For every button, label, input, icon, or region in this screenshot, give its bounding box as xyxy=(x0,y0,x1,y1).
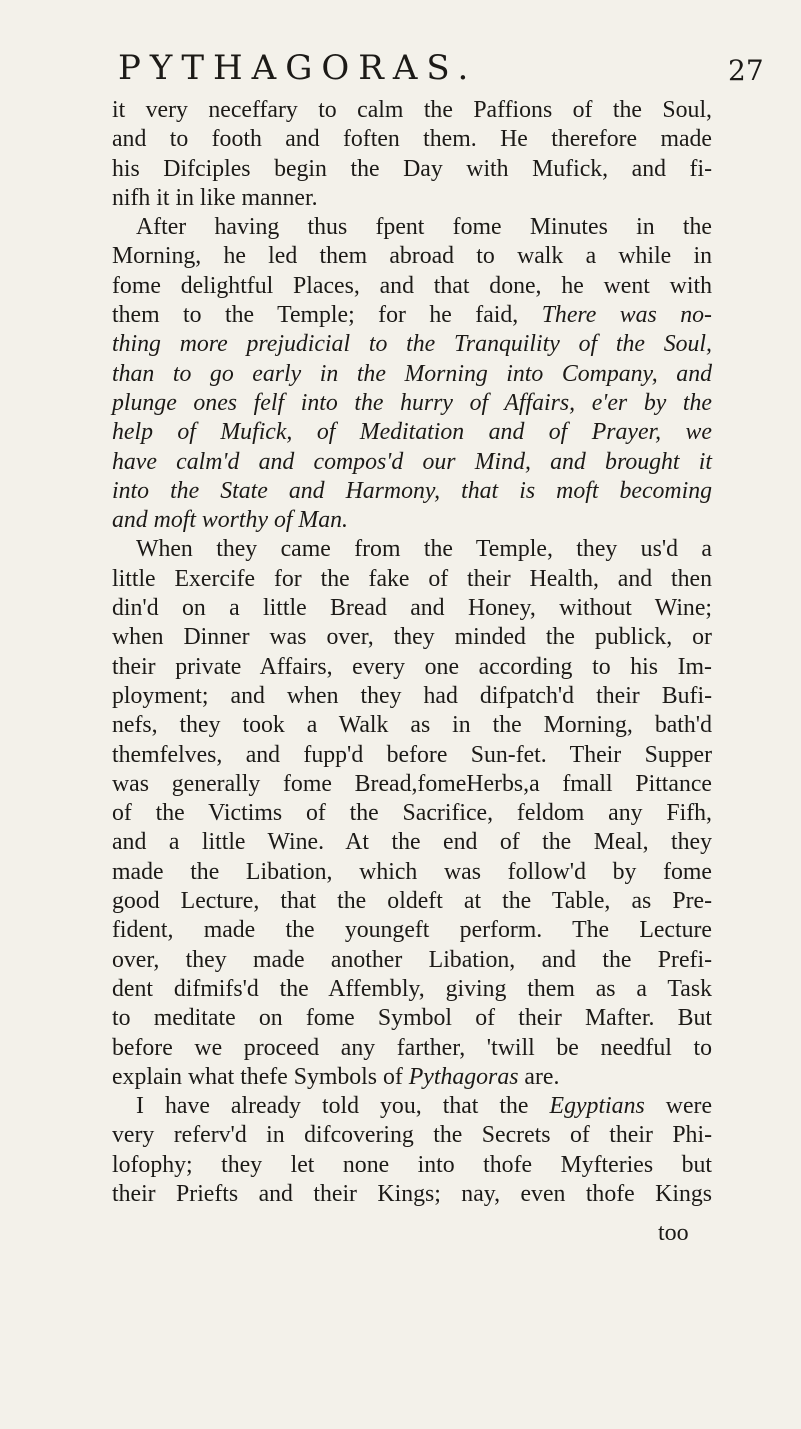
text-line: ployment; and when they had difpatch'd their Bufi- xyxy=(112,682,712,709)
text-line: their private Affairs, every one according to his Im- xyxy=(112,653,712,680)
page-number: 27 xyxy=(728,54,764,87)
text-line: din'd on a little Bread and Honey, without Wine; xyxy=(112,595,712,622)
text-line: fome delightful Places, and that done, he went with xyxy=(112,272,712,299)
text-line: to meditate on fome Symbol of their Mafter. But xyxy=(112,1005,712,1032)
text-line: made the Libation, which was follow'd by fome xyxy=(112,858,712,885)
italic-phrase: Pythagoras xyxy=(408,1063,519,1090)
text-fragment: I have already told you, that the xyxy=(136,1093,550,1120)
body-text xyxy=(112,96,712,1209)
text-fragment: were xyxy=(644,1093,713,1120)
text-fragment: explain what thefe Symbols of xyxy=(112,1063,409,1090)
italic-line: thing more prejudicial to the Tranquility of the Soul, xyxy=(112,331,712,358)
text-line: little Exercife for the fake of their Health, and then xyxy=(112,565,712,592)
italic-line: into the State and Harmony, that is moft becoming xyxy=(112,477,712,504)
italic-phrase: Egyptians xyxy=(549,1093,645,1120)
text-line-mixed xyxy=(112,1063,712,1092)
text-line: before we proceed any farther, 'twill be needful to xyxy=(112,1034,712,1061)
catchword: too xyxy=(658,1220,689,1246)
text-fragment: are. xyxy=(518,1063,560,1090)
text-line: and a little Wine. At the end of the Meal, they xyxy=(112,829,712,856)
text-line: After having thus fpent fome Minutes in the xyxy=(136,214,712,241)
text-line: was generally fome Bread,fomeHerbs,a fmall Pittance xyxy=(112,770,712,797)
text-line: nefs, they took a Walk as in the Morning, bath'd xyxy=(112,712,712,739)
text-fragment: them to the Temple; for he faid, xyxy=(112,302,542,329)
text-line: of the Victims of the Sacrifice, feldom any Fifh, xyxy=(112,800,712,827)
text-line: and to footh and foften them. He therefore made xyxy=(112,126,712,153)
text-line: when Dinner was over, they minded the publick, or xyxy=(112,624,712,651)
text-line: their Priefts and their Kings; nay, even thofe Kings xyxy=(112,1180,712,1207)
text-line: his Difciples begin the Day with Mufick, and fi- xyxy=(112,155,712,182)
text-line-mixed xyxy=(112,1092,712,1121)
text-line: over, they made another Libation, and the Prefi- xyxy=(112,946,712,973)
text-line: nifh it in like manner. xyxy=(112,184,318,211)
italic-line: than to go early in the Morning into Company, and xyxy=(112,360,712,387)
italic-line: help of Mufick, of Meditation and of Prayer, we xyxy=(112,419,712,446)
italic-phrase: There was no- xyxy=(541,302,712,329)
text-line: lofophy; they let none into thofe Myfteries but xyxy=(112,1151,712,1178)
text-line: dent difmifs'd the Affembly, giving them as a Task xyxy=(112,975,712,1002)
text-line: it very neceffary to calm the Paffions of the Soul, xyxy=(112,97,712,123)
text-line: very referv'd in difcovering the Secrets of their Phi- xyxy=(112,1122,712,1149)
italic-line: have calm'd and compos'd our Mind, and brought it xyxy=(112,448,712,475)
text-line: fident, made the youngeft perform. The Lecture xyxy=(112,917,712,944)
text-line: Morning, he led them abroad to walk a while in xyxy=(112,243,712,270)
running-title: PYTHAGORAS. xyxy=(118,48,478,88)
italic-line: and moft worthy of Man. xyxy=(112,507,348,534)
text-line: good Lecture, that the oldeft at the Table, as Pre- xyxy=(112,888,712,915)
text-line-mixed xyxy=(112,301,712,330)
text-line: When they came from the Temple, they us'd a xyxy=(136,536,712,563)
text-line: themfelves, and fupp'd before Sun-fet. Their Supper xyxy=(112,741,712,768)
italic-line: plunge ones felf into the hurry of Affairs, e'er by the xyxy=(112,389,712,416)
